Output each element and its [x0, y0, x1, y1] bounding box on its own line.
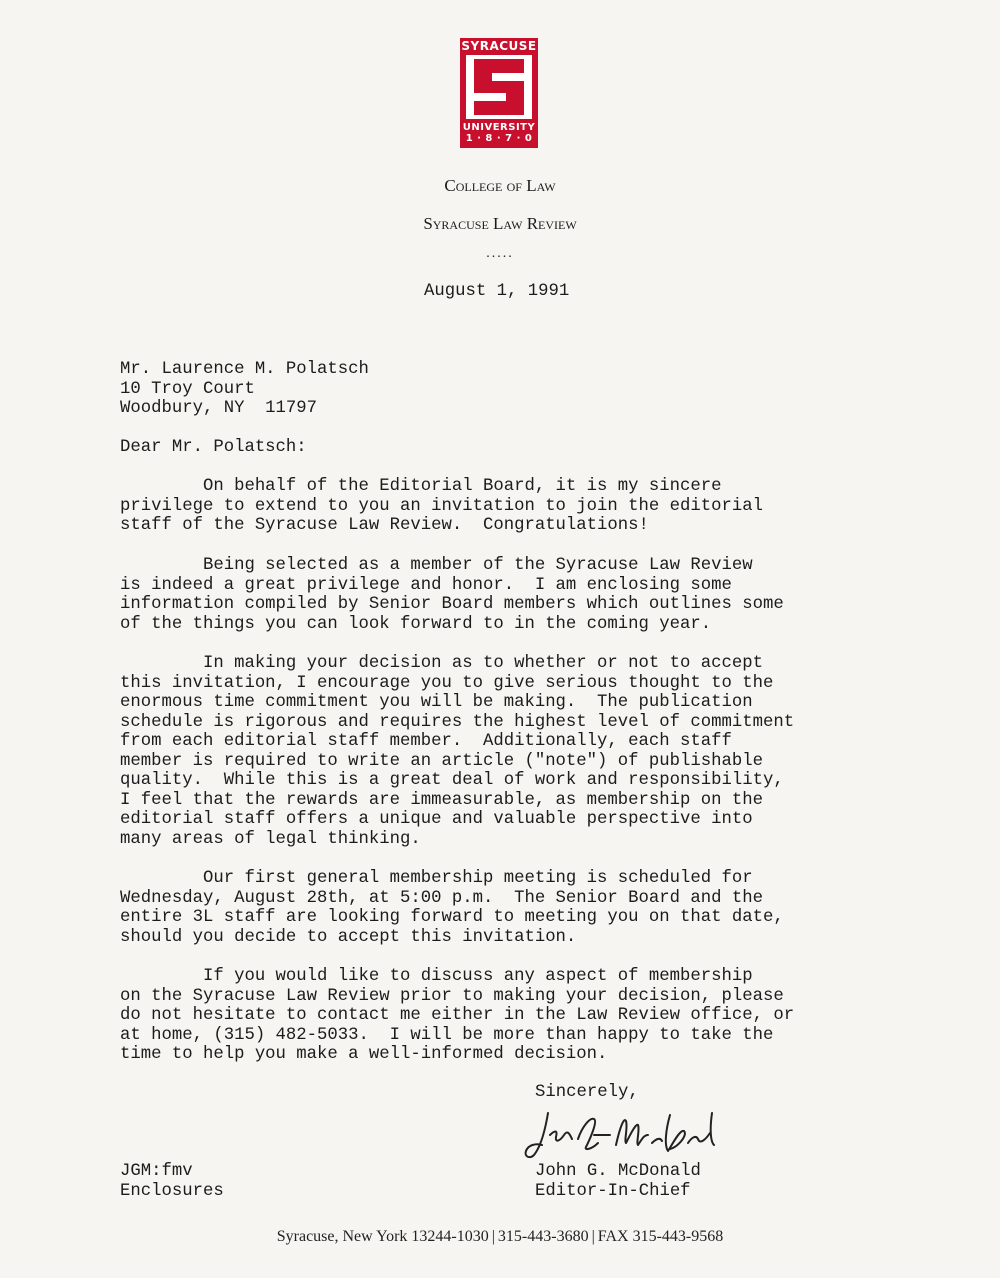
signer-name: John G. McDonald [535, 1162, 701, 1181]
paragraph-line: privilege to extend to you an invitation to join the editorial [120, 496, 763, 516]
logo-year-text: 1 · 8 · 7 · 0 [465, 133, 533, 144]
letterhead-review: Syracuse Law Review [423, 214, 577, 233]
recipient-address [120, 360, 369, 419]
reference-block [120, 1162, 224, 1201]
paragraph-line: many areas of legal thinking. [120, 829, 421, 849]
paragraph-line: staff of the Syracuse Law Review. Congratulations! [120, 516, 649, 535]
paragraph-line: of the things you can look forward to in the coming year. [120, 614, 712, 634]
paragraph-line: On behalf of the Editorial Board, it is my sincere [120, 477, 722, 496]
paragraph-line: should you decide to accept this invitation. [120, 927, 577, 947]
logo-university-text: UNIVERSITY [462, 122, 536, 133]
paragraph-line: enormous time commitment you will be making. The publication [120, 693, 753, 712]
letterhead-college: College of Law [444, 176, 556, 195]
recipient-name: Mr. Laurence M. Polatsch [120, 360, 369, 379]
reference-initials: JGM:fmv [120, 1162, 193, 1181]
letterhead-footer [0, 1228, 1000, 1246]
recipient-street: 10 Troy Court [120, 379, 255, 399]
closing: Sincerely, [535, 1083, 639, 1102]
enclosures-note: Enclosures [120, 1181, 224, 1201]
footer-city: Syracuse, New York [276, 1228, 408, 1245]
signer-block [535, 1162, 701, 1201]
paragraph-line: on the Syracuse Law Review prior to making your decision, please [120, 986, 784, 1006]
paragraph-3 [120, 654, 794, 849]
paragraph-line: Our first general membership meeting is scheduled for [120, 869, 753, 888]
logo-bottom-text [460, 122, 538, 144]
paragraph-line: information compiled by Senior Board members which outlines some [120, 595, 784, 614]
paragraph-2 [120, 556, 784, 634]
paragraph-line: schedule is rigorous and requires the highest level of commitment [120, 712, 795, 732]
paragraph-line: Being selected as a member of the Syracuse Law Review [120, 556, 753, 575]
signer-title: Editor-In-Chief [535, 1181, 691, 1201]
footer-separator: | [591, 1228, 595, 1245]
handwritten-signature [520, 1105, 730, 1165]
paragraph-line: time to help you make a well-informed decision. [120, 1045, 608, 1064]
paragraph-line: entire 3L staff are looking forward to meeting you on that date, [120, 908, 784, 927]
footer-phone: 315-443-3680 [497, 1228, 589, 1245]
paragraph-line: editorial staff offers a unique and valuable perspective into [120, 810, 753, 829]
paragraph-line: do not hesitate to contact me either in the Law Review office, or [120, 1006, 795, 1025]
paragraph-line: is indeed a great privilege and honor. I am enclosing some [120, 575, 732, 595]
paragraph-line: I feel that the rewards are immeasurable, as membership on the [120, 790, 763, 810]
recipient-city: Woodbury, NY 11797 [120, 399, 318, 418]
footer-fax: FAX 315-443-9568 [597, 1228, 724, 1245]
paragraph-4 [120, 869, 784, 947]
university-logo [460, 38, 538, 148]
paragraph-line: at home, (315) 482-5033. I will be more than happy to take the [120, 1025, 774, 1045]
paragraph-line: In making your decision as to whether or not to accept [120, 654, 763, 673]
paragraph-line: Wednesday, August 28th, at 5:00 p.m. The Senior Board and the [120, 888, 763, 908]
paragraph-line: from each editorial staff member. Additionally, each staff [120, 732, 732, 751]
letterhead-divider: ..... [486, 246, 514, 261]
paragraph-line: If you would like to discuss any aspect of membership [120, 967, 753, 986]
logo-s-emblem-icon [466, 55, 532, 119]
footer-zip: 13244-1030 [411, 1228, 489, 1245]
salutation: Dear Mr. Polatsch: [120, 438, 307, 457]
letter-date: August 1, 1991 [424, 282, 570, 301]
paragraph-1 [120, 477, 763, 536]
footer-separator: | [491, 1228, 495, 1245]
logo-top-text: SYRACUSE [461, 39, 537, 53]
paragraph-5 [120, 967, 794, 1065]
paragraph-line: member is required to write an article ("note") of publishable [120, 751, 763, 771]
paragraph-line: this invitation, I encourage you to give serious thought to the [120, 673, 774, 693]
paragraph-line: quality. While this is a great deal of work and responsibility, [120, 771, 784, 790]
